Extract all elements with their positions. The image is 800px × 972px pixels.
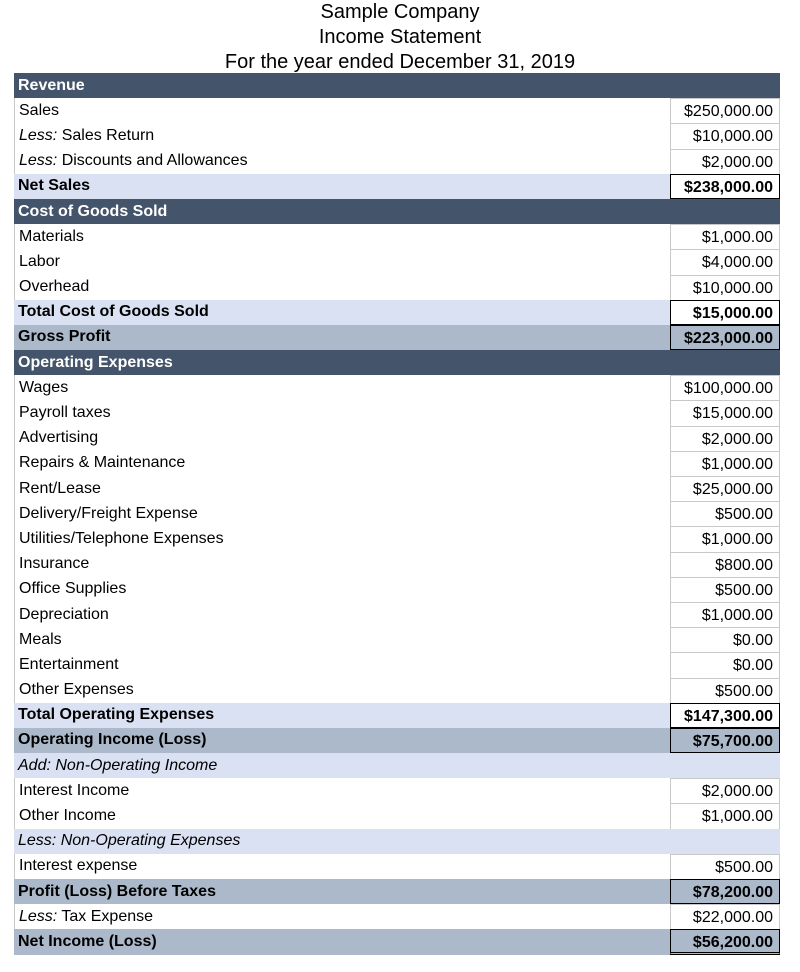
label-text: Operating Expenses: [18, 353, 173, 371]
label-text: Tax Expense: [57, 907, 154, 925]
row-label: [15, 908, 780, 926]
row-utilities-telephone-expenses: [14, 526, 780, 551]
label-text: Interest expense: [19, 857, 138, 875]
row-label: [15, 429, 780, 447]
row-total-operating-expenses: [14, 703, 780, 728]
label-text: Add: Non-Operating Income: [18, 756, 218, 774]
label-text: Office Supplies: [19, 580, 127, 598]
row-amount: $10,000.00: [670, 275, 780, 300]
row-repairs-maintenance: [14, 451, 780, 476]
label-text: Net Sales: [18, 177, 91, 195]
label-text: Sales: [19, 101, 60, 119]
row-amount: [670, 199, 780, 224]
row-payroll-taxes: [14, 400, 780, 425]
label-text: Less: Non-Operating Expenses: [18, 832, 241, 850]
row-label: [15, 656, 780, 674]
row-label: [14, 933, 780, 951]
row-add-non-operating-income: [14, 753, 780, 778]
label-text: Advertising: [19, 429, 99, 447]
statement-period: For the year ended December 31, 2019: [224, 51, 576, 73]
row-label: [14, 706, 780, 724]
label-text: Payroll taxes: [19, 404, 111, 422]
row-amount: $25,000.00: [670, 476, 780, 501]
label-text: Labor: [19, 252, 60, 270]
row-amount: $1,000.00: [670, 224, 780, 249]
row-label: [15, 505, 780, 523]
row-advertising: [14, 426, 780, 451]
label-text: Utilities/Telephone Expenses: [19, 529, 224, 547]
row-amount: $238,000.00: [670, 174, 780, 199]
row-amount: $250,000.00: [670, 98, 780, 123]
row-amount: $0.00: [670, 652, 780, 677]
row-label: [15, 807, 780, 825]
row-label: [15, 379, 780, 397]
row-amount: $1,000.00: [670, 526, 780, 551]
row-label: [15, 857, 780, 875]
row-overhead: [14, 275, 780, 300]
row-label: [15, 555, 780, 573]
company-name: Sample Company: [320, 1, 480, 23]
statement-title: Income Statement: [318, 26, 482, 48]
row-delivery-freight-expense: [14, 501, 780, 526]
label-prefix: Less:: [19, 126, 58, 144]
label-text: Materials: [19, 227, 84, 245]
row-amount: $2,000.00: [670, 426, 780, 451]
row-entertainment: [14, 652, 780, 677]
row-total-cost-of-goods-sold: [14, 300, 780, 325]
row-label: [14, 203, 780, 221]
row-profit-loss-before-taxes: [14, 879, 780, 904]
row-amount: $75,700.00: [670, 728, 780, 753]
label-text: Other Expenses: [19, 681, 134, 699]
row-label: [15, 681, 780, 699]
row-amount: $1,000.00: [670, 602, 780, 627]
label-text: Net Income (Loss): [18, 932, 157, 950]
row-operating-expenses: [14, 350, 780, 375]
row-amount: $223,000.00: [670, 325, 780, 350]
row-other-income: [14, 803, 780, 828]
row-amount: [670, 73, 780, 98]
row-label: [15, 530, 780, 548]
row-insurance: [14, 552, 780, 577]
income-statement-table: [14, 73, 780, 955]
row-label: [15, 253, 780, 271]
row-amount: [670, 350, 780, 375]
row-amount: $2,000.00: [670, 778, 780, 803]
row-depreciation: [14, 602, 780, 627]
row-label: [15, 127, 780, 145]
label-text: Insurance: [19, 555, 90, 573]
row-cost-of-goods-sold: [14, 199, 780, 224]
row-amount: [670, 753, 780, 778]
label-prefix: Less:: [19, 907, 58, 925]
label-prefix: Less:: [19, 152, 58, 170]
row-label: [15, 580, 780, 598]
row-labor: [14, 249, 780, 274]
row-label: [15, 278, 780, 296]
row-amount: $10,000.00: [670, 123, 780, 148]
row-amount: $500.00: [670, 854, 780, 879]
label-text: Operating Income (Loss): [18, 731, 207, 749]
row-amount: $500.00: [670, 577, 780, 602]
row-label: [15, 782, 780, 800]
row-interest-income: [14, 778, 780, 803]
row-amount: $500.00: [670, 501, 780, 526]
row-amount: $78,200.00: [670, 879, 780, 904]
row-office-supplies: [14, 577, 780, 602]
label-text: Revenue: [18, 76, 85, 94]
row-net-sales: [14, 174, 780, 199]
row-label: [14, 303, 780, 321]
row-revenue: [14, 73, 780, 98]
row-amount: $22,000.00: [670, 904, 780, 929]
row-label: [14, 328, 780, 346]
row-label: [14, 757, 780, 775]
row-label: [15, 480, 780, 498]
label-text: Entertainment: [19, 655, 119, 673]
row-label: [14, 354, 780, 372]
label-text: Discounts and Allowances: [57, 152, 248, 170]
row-label: [14, 177, 780, 195]
row-other-expenses: [14, 678, 780, 703]
row-label: [15, 404, 780, 422]
label-text: Rent/Lease: [19, 479, 101, 497]
row-label: [15, 228, 780, 246]
row-amount: $800.00: [670, 552, 780, 577]
label-text: Delivery/Freight Expense: [19, 504, 198, 522]
row-meals: [14, 627, 780, 652]
row-amount: [670, 829, 780, 854]
row-label: [14, 832, 780, 850]
row-amount: $147,300.00: [670, 703, 780, 728]
row-less-tax-expense: [14, 904, 780, 929]
row-amount: $100,000.00: [670, 375, 780, 400]
label-text: Depreciation: [19, 605, 109, 623]
row-label: [15, 454, 780, 472]
row-interest-expense: [14, 854, 780, 879]
row-wages: [14, 375, 780, 400]
row-amount: $1,000.00: [670, 451, 780, 476]
label-text: Overhead: [19, 278, 90, 296]
row-net-income-loss: [14, 929, 780, 954]
row-label: [15, 152, 780, 170]
row-amount: $4,000.00: [670, 249, 780, 274]
row-amount: $0.00: [670, 627, 780, 652]
row-gross-profit: [14, 325, 780, 350]
label-text: Interest Income: [19, 781, 130, 799]
row-amount: $500.00: [670, 678, 780, 703]
row-less-discounts-and-allowances: [14, 149, 780, 174]
row-amount: $15,000.00: [670, 400, 780, 425]
row-amount: $56,200.00: [670, 929, 780, 954]
label-text: Cost of Goods Sold: [18, 202, 168, 220]
row-materials: [14, 224, 780, 249]
label-text: Meals: [19, 630, 62, 648]
row-operating-income-loss: [14, 728, 780, 753]
statement-header: [0, 0, 800, 75]
row-rent-lease: [14, 476, 780, 501]
label-text: Total Operating Expenses: [18, 706, 215, 724]
label-text: Total Cost of Goods Sold: [18, 303, 209, 321]
row-label: [15, 606, 780, 624]
row-amount: $1,000.00: [670, 803, 780, 828]
row-amount: $2,000.00: [670, 149, 780, 174]
row-label: [15, 102, 780, 120]
row-label: [14, 883, 780, 901]
row-label: [15, 631, 780, 649]
label-text: Repairs & Maintenance: [19, 454, 186, 472]
row-less-sales-return: [14, 123, 780, 148]
label-text: Profit (Loss) Before Taxes: [18, 882, 216, 900]
label-text: Gross Profit: [18, 328, 111, 346]
label-text: Sales Return: [57, 126, 155, 144]
row-less-non-operating-expenses: [14, 829, 780, 854]
row-amount: $15,000.00: [670, 300, 780, 325]
label-text: Wages: [19, 378, 69, 396]
row-label: [14, 731, 780, 749]
row-sales: [14, 98, 780, 123]
label-text: Other Income: [19, 807, 116, 825]
row-label: [14, 77, 780, 95]
